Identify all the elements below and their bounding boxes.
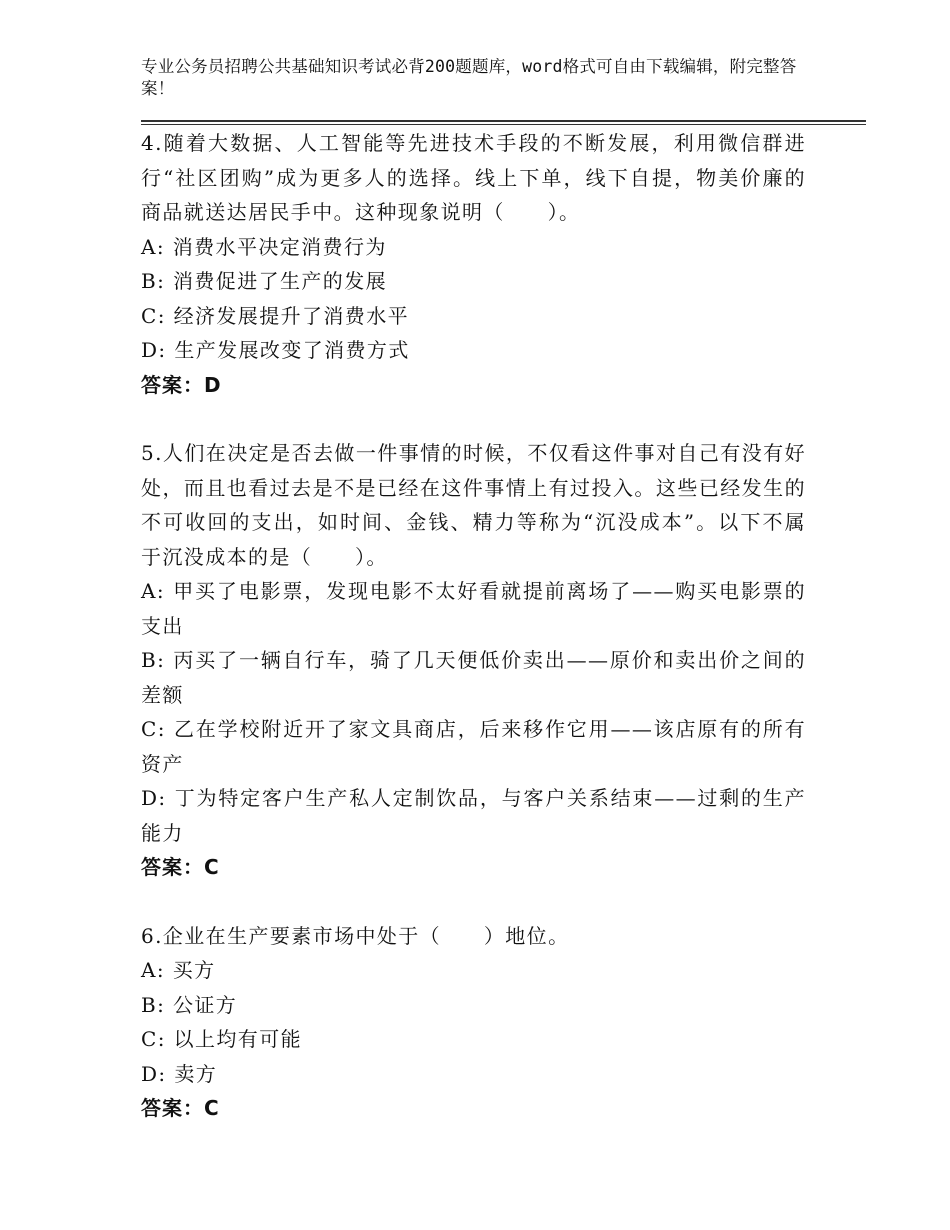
option-b: B: 公证方 [141,992,238,1017]
option-c: C: 以上均有可能 [141,1027,302,1051]
question-stem: 5.人们在决定是否去做一件事情的时候，不仅看这件事对自己有没有好处，而且也看过去是不是已经在这件事情上有过投入。这些已经发生的不可收回的支出，如时间、金钱、精力等称为“沉没成本”。以下不属于沉没成本的是（ ）。 [141,441,806,569]
option-a: A: 消费水平决定消费行为 [141,234,387,259]
question-stem: 6.企业在生产要素市场中处于（ ）地位。 [141,923,570,948]
question-6 [141,919,806,1126]
question-stem: 4.随着大数据、人工智能等先进技术手段的不断发展，利用微信群进行“社区团购”成为更多人的选择。线上下单，线下自提，物美价廉的商品就送达居民手中。这种现象说明（ ）。 [141,131,806,224]
option-c: C: 经济发展提升了消费水平 [141,303,409,328]
option-c: C: 乙在学校附近开了家文具商店，后来移作它用——该店原有的所有资产 [141,717,806,776]
option-d: D: 卖方 [141,1061,218,1086]
question-list [141,126,806,1160]
question-5 [141,436,806,885]
option-d: D: 生产发展改变了消费方式 [141,338,410,362]
option-a: A: 买方 [141,958,216,982]
option-a: A: 甲买了电影票，发现电影不太好看就提前离场了——购买电影票的支出 [141,579,806,638]
option-b: B: 丙买了一辆自行车，骑了几天便低价卖出——原价和卖出价之间的差额 [141,648,806,707]
question-4 [141,126,806,402]
option-d: D: 丁为特定客户生产私人定制饮品，与客户关系结束——过剩的生产能力 [141,786,806,845]
answer-label: 答案：C [141,1096,220,1120]
header-rule-thick [141,120,866,122]
answer-label: 答案：D [141,372,222,397]
answer-label: 答案：C [141,855,220,879]
header-rule-thin [141,124,866,125]
option-b: B: 消费促进了生产的发展 [141,269,387,293]
document-header: 专业公务员招聘公共基础知识考试必背200题题库，word格式可自由下载编辑，附完整答案！ [141,57,797,98]
